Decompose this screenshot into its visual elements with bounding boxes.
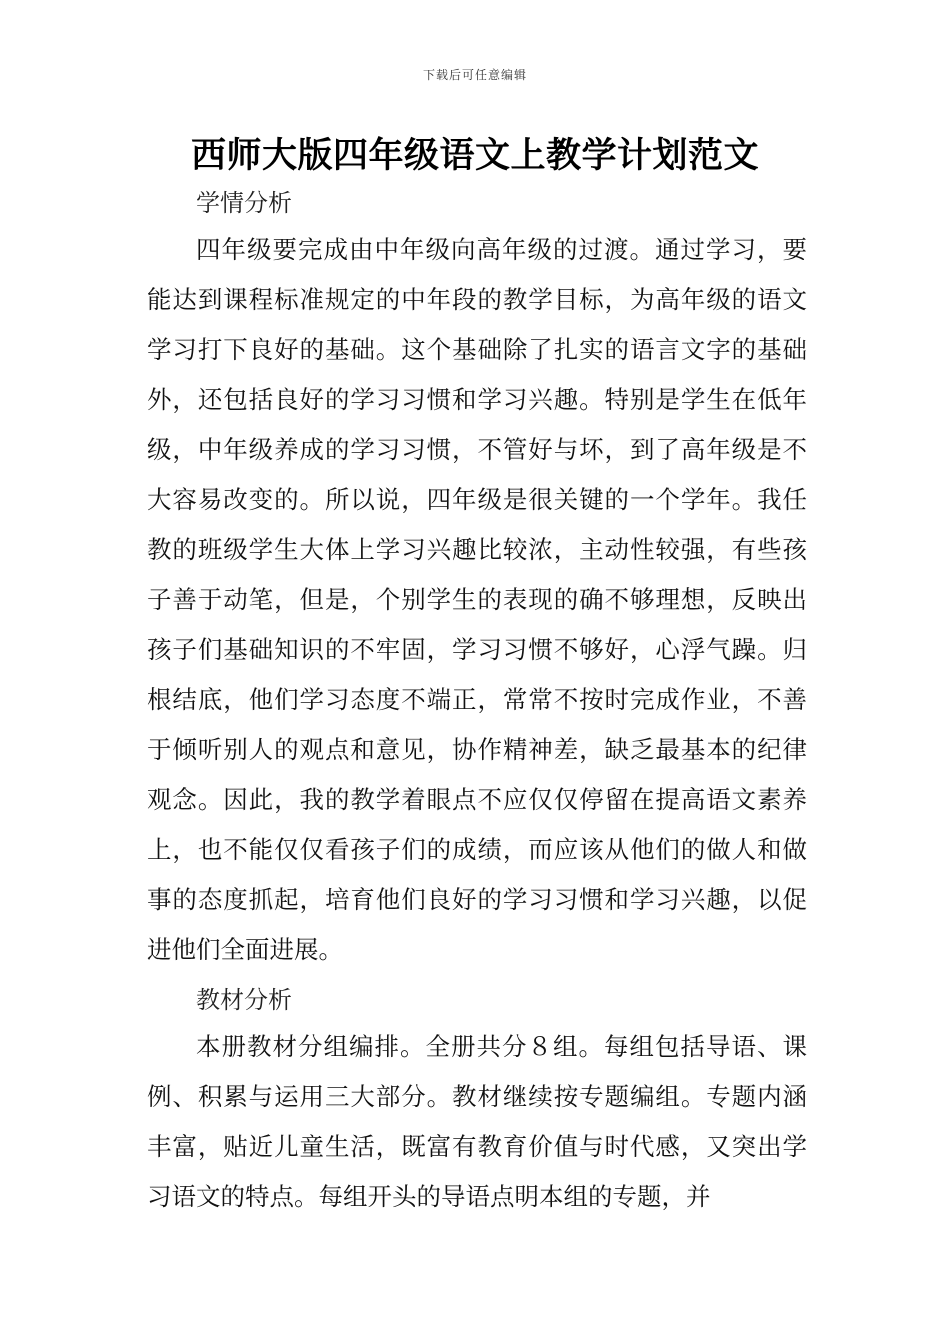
header-note: 下载后可任意编辑 (422, 68, 527, 82)
document-title: 西师大版四年级语文上教学计划范文 (190, 136, 759, 176)
paragraph-textbook-analysis: 本册教材分组编排。全册共分８组。每组包括导语、课例、积累与运用三大部分。教材继续按专题编组。专题内涵丰富，贴近儿童生活，既富有教育价值与时代感，又突出学习语文的特点。每组开头的导语点明本组的专题，并 (147, 1032, 807, 1211)
paragraph-student-analysis: 四年级要完成由中年级向高年级的过渡。通过学习，要能达到课程标准规定的中年段的教学目标，为高年级的语文学习打下良好的基础。这个基础除了扎实的语言文字的基础外，还包括良好的学习习惯和学习兴趣。特别是学生在低年级，中年级养成的学习习惯，不管好与坏，到了高年级是不大容易改变的。所以说，四年级是很关键的一个学年。我任教的班级学生大体上学习兴趣比较浓，主动性较强，有些孩子善于动笔，但是，个别学生的表现的确不够理想，反映出孩子们基础知识的不牢固，学习习惯不够好，心浮气躁。归根结底，他们学习态度不端正，常常不按时完成作业，不善于倾听别人的观点和意见，协作精神差，缺乏最基本的纪律观念。因此，我的教学着眼点不应仅仅停留在提高语文素养上，也不能仅仅看孩子们的成绩，而应该从他们的做人和做事的态度抓起，培育他们良好的学习习惯和学习兴趣，以促进他们全面进展。 (147, 235, 807, 964)
section-heading-student-analysis: 学情分析 (196, 189, 292, 217)
section-heading-textbook-analysis: 教材分析 (196, 986, 292, 1014)
